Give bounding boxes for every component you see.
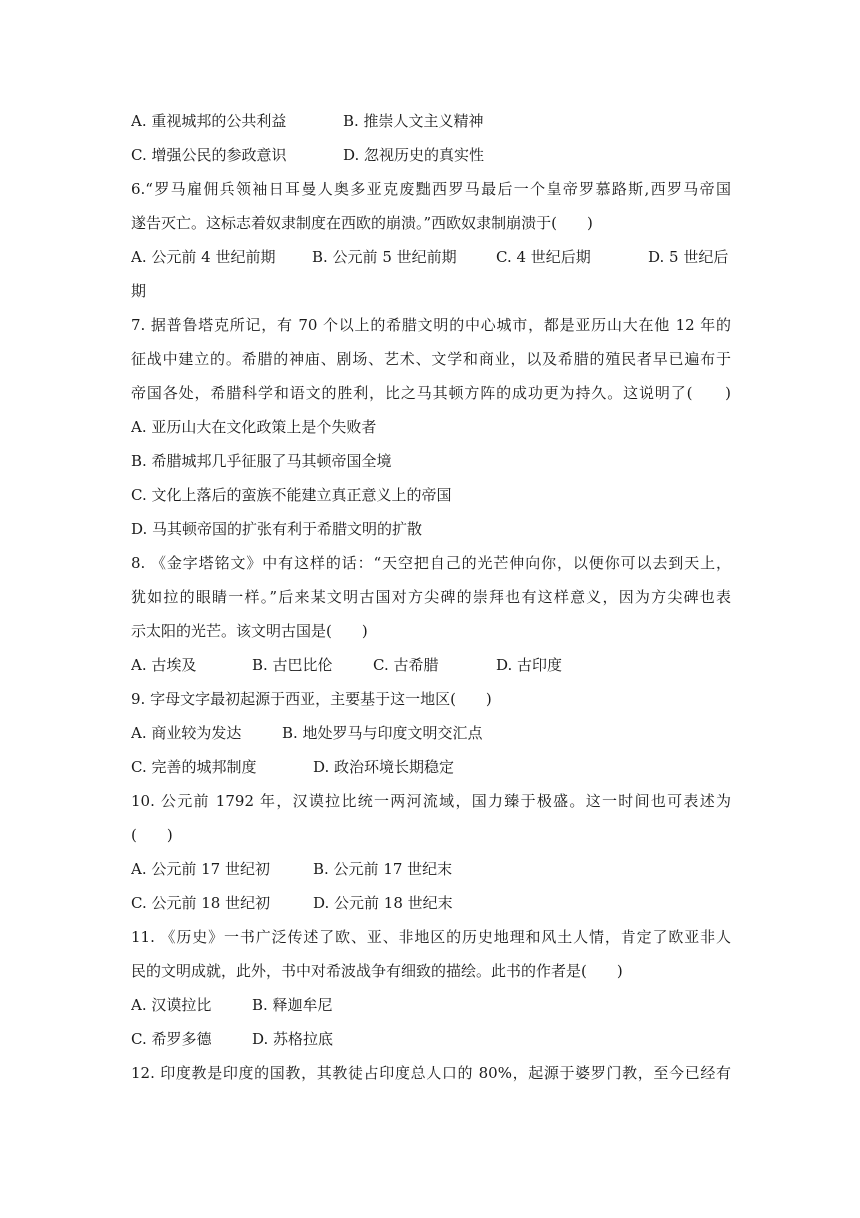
q11-stem-line-1: 11. 《历史》一书广泛传述了欧、亚、非地区的历史地理和风土人情，肯定了欧亚非人	[131, 928, 731, 946]
q7-stem-line-3: 帝国各处，希腊科学和语文的胜利，比之马其顿方阵的成功更为持久。这说明了( )	[131, 384, 731, 402]
q9-option-b: B. 地处罗马与印度文明交汇点	[282, 724, 483, 742]
q9-options-row-2	[131, 750, 731, 784]
q10-options-row-1	[131, 852, 731, 886]
q7-option-c: C. 文化上落后的蛮族不能建立真正意义上的帝国	[131, 486, 452, 504]
q5-option-b: B. 推崇人文主义精神	[343, 112, 484, 130]
q12-stem-line-1: 12. 印度教是印度的国教，其教徒占印度总人口的 80%，起源于婆罗门教，至今已经有	[131, 1064, 731, 1082]
q10-option-c: C. 公元前 18 世纪初	[131, 894, 271, 912]
q11-options-row-2	[131, 1022, 731, 1056]
q11-option-a: A. 汉谟拉比	[131, 996, 212, 1014]
q10-option-a: A. 公元前 17 世纪初	[131, 860, 270, 878]
q8-option-a: A. 古埃及	[131, 656, 197, 674]
q8-options-row	[131, 648, 731, 682]
q9-option-c: C. 完善的城邦制度	[131, 758, 257, 776]
q8-stem-line-1: 8. 《金字塔铭文》中有这样的话：“天空把自己的光芒伸向你，以便你可以去到天上，	[131, 554, 731, 572]
q7-option-b: B. 希腊城邦几乎征服了马其顿帝国全境	[131, 452, 392, 470]
q8-option-c: C. 古希腊	[373, 656, 439, 674]
q9-option-a: A. 商业较为发达	[131, 724, 242, 742]
q6-option-d-wrap: 期	[131, 282, 147, 300]
q8-option-b: B. 古巴比伦	[252, 656, 333, 674]
q11-options-row-1	[131, 988, 731, 1022]
q6-options-row	[131, 240, 731, 274]
q5-options-row-1	[131, 104, 731, 138]
q10-stem-line-1: 10. 公元前 1792 年，汉谟拉比统一两河流域，国力臻于极盛。这一时间也可表述为	[131, 792, 731, 810]
q11-stem-line-2: 民的文明成就，此外，书中对希波战争有细致的描绘。此书的作者是( )	[131, 962, 623, 980]
q11-option-b: B. 释迦牟尼	[252, 996, 333, 1014]
q8-stem-line-2: 犹如拉的眼睛一样。”后来某文明古国对方尖碑的崇拜也有这样意义，因为方尖碑也表	[131, 588, 731, 606]
q7-stem-line-2: 征战中建立的。希腊的神庙、剧场、艺术、文学和商业，以及希腊的殖民者早已遍布于	[131, 350, 731, 368]
q5-option-d: D. 忽视历史的真实性	[343, 146, 485, 164]
q5-options-row-2	[131, 138, 731, 172]
q6-option-b: B. 公元前 5 世纪前期	[312, 248, 457, 266]
exam-page	[131, 104, 731, 1090]
q6-stem-line-1: 6.“罗马雇佣兵领袖日耳曼人奥多亚克废黜西罗马最后一个皇帝罗慕路斯,西罗马帝国	[131, 180, 731, 198]
q6-stem-line-2: 遂告灭亡。这标志着奴隶制度在西欧的崩溃。”西欧奴隶制崩溃于( )	[131, 214, 593, 232]
q7-option-a: A. 亚历山大在文化政策上是个失败者	[131, 418, 377, 436]
q5-option-c: C. 增强公民的参政意识	[131, 146, 287, 164]
q6-option-c: C. 4 世纪后期	[496, 248, 591, 266]
q6-option-a: A. 公元前 4 世纪前期	[131, 248, 276, 266]
q10-options-row-2	[131, 886, 731, 920]
q7-option-d: D. 马其顿帝国的扩张有利于希腊文明的扩散	[131, 520, 423, 538]
q9-option-d: D. 政治环境长期稳定	[313, 758, 455, 776]
q9-stem: 9. 字母文字最初起源于西亚，主要基于这一地区( )	[131, 690, 492, 708]
q5-option-a: A. 重视城邦的公共利益	[131, 112, 287, 130]
q8-option-d: D. 古印度	[496, 656, 563, 674]
q11-option-c: C. 希罗多德	[131, 1030, 212, 1048]
q10-option-b: B. 公元前 17 世纪末	[313, 860, 453, 878]
q10-stem-line-2: ( )	[131, 826, 173, 844]
q11-option-d: D. 苏格拉底	[252, 1030, 334, 1048]
q6-option-d: D. 5 世纪后	[648, 248, 729, 266]
q8-stem-line-3: 示太阳的光芒。该文明古国是( )	[131, 622, 368, 640]
q9-options-row-1	[131, 716, 731, 750]
q7-stem-line-1: 7. 据普鲁塔克所记，有 70 个以上的希腊文明的中心城市，都是亚历山大在他 12 年的	[131, 316, 731, 334]
q10-option-d: D. 公元前 18 世纪末	[313, 894, 453, 912]
